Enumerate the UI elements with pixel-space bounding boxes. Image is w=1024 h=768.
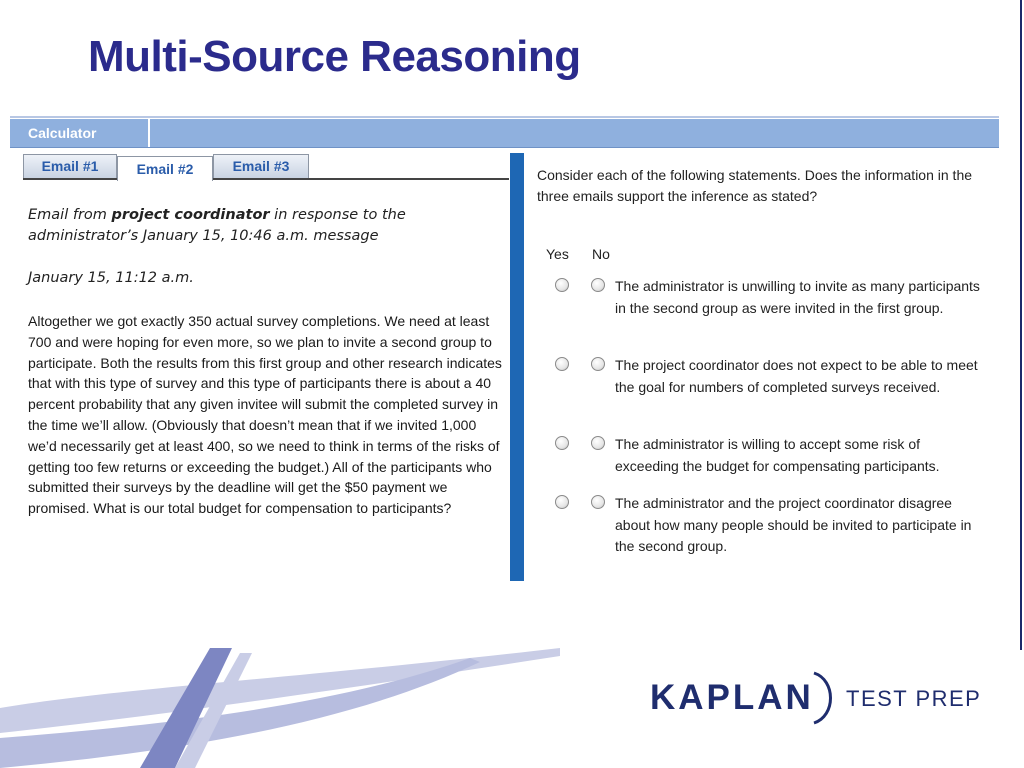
statement-3: The administrator is willing to accept some risk of exceeding the budget for compensating participants.: [615, 436, 940, 474]
yes-column-label: Yes: [546, 246, 569, 262]
email-header: [28, 205, 506, 247]
slide-title: Multi-Source Reasoning: [88, 32, 581, 81]
decorative-swoosh: [0, 648, 560, 768]
tab-email-1[interactable]: Email #1: [23, 154, 117, 178]
statement-4-no-radio[interactable]: [591, 495, 605, 509]
statement-1-no-radio[interactable]: [591, 278, 605, 292]
statement-4: The administrator and the project coordinator disagree about how many people should be invited to participate in the second group.: [615, 495, 972, 554]
statement-2: The project coordinator does not expect to be able to meet the goal for numbers of completed surveys received.: [615, 357, 978, 395]
slide-edge-line: [1020, 0, 1022, 650]
logo-arc-icon: [810, 670, 840, 726]
statement-1: The administrator is unwilling to invite as many participants in the second group as were invited in the first group.: [615, 278, 980, 316]
question-prompt: Consider each of the following statements. Does the information in the three emails support the inference as stated?: [537, 167, 973, 204]
tab-email-3[interactable]: Email #3: [213, 154, 309, 178]
email-header-suffix: in response to the administrator’s January 15, 10:46 a.m. message: [28, 207, 406, 244]
statement-3-no-radio[interactable]: [591, 436, 605, 450]
top-rule: [10, 116, 999, 118]
email-sender: project coordinator: [111, 207, 270, 223]
email-pane: [28, 205, 506, 519]
statement-2-no-radio[interactable]: [591, 357, 605, 371]
email-date: January 15, 11:12 a.m.: [28, 270, 194, 286]
calculator-button[interactable]: Calculator: [10, 119, 150, 147]
statement-4-yes-radio[interactable]: [555, 495, 569, 509]
logo-tagline: TEST PREP: [846, 686, 982, 711]
email-header-prefix: Email from: [28, 207, 112, 223]
tabs-underline: [23, 178, 509, 180]
no-column-label: No: [592, 246, 610, 262]
statement-2-yes-radio[interactable]: [555, 357, 569, 371]
statement-3-yes-radio[interactable]: [555, 436, 569, 450]
tab-email-2[interactable]: Email #2: [117, 156, 213, 181]
pane-divider[interactable]: [510, 153, 524, 581]
logo-wordmark: KAPLAN: [650, 678, 814, 717]
statement-1-yes-radio[interactable]: [555, 278, 569, 292]
email-body: Altogether we got exactly 350 actual survey completions. We need at least 700 and were hoping for even more, so we plan to invite a second group to participate. Both the results from this first group and other research indicates that with this type of survey and this type of participants there is about a 40 percent probability that any given invitee will submit the completed survey in the time we’ll allow. (Obviously that doesn’t mean that if we invited 1,000 we’d necessarily get at least 400, so we need to think in terms of the risks of getting too few returns or exceeding the budget.) All of the participants who submitted their surveys by the deadline will get the $50 payment we promised. What is our total budget for compensation to participants?: [28, 313, 502, 517]
toolbar: [10, 119, 999, 148]
